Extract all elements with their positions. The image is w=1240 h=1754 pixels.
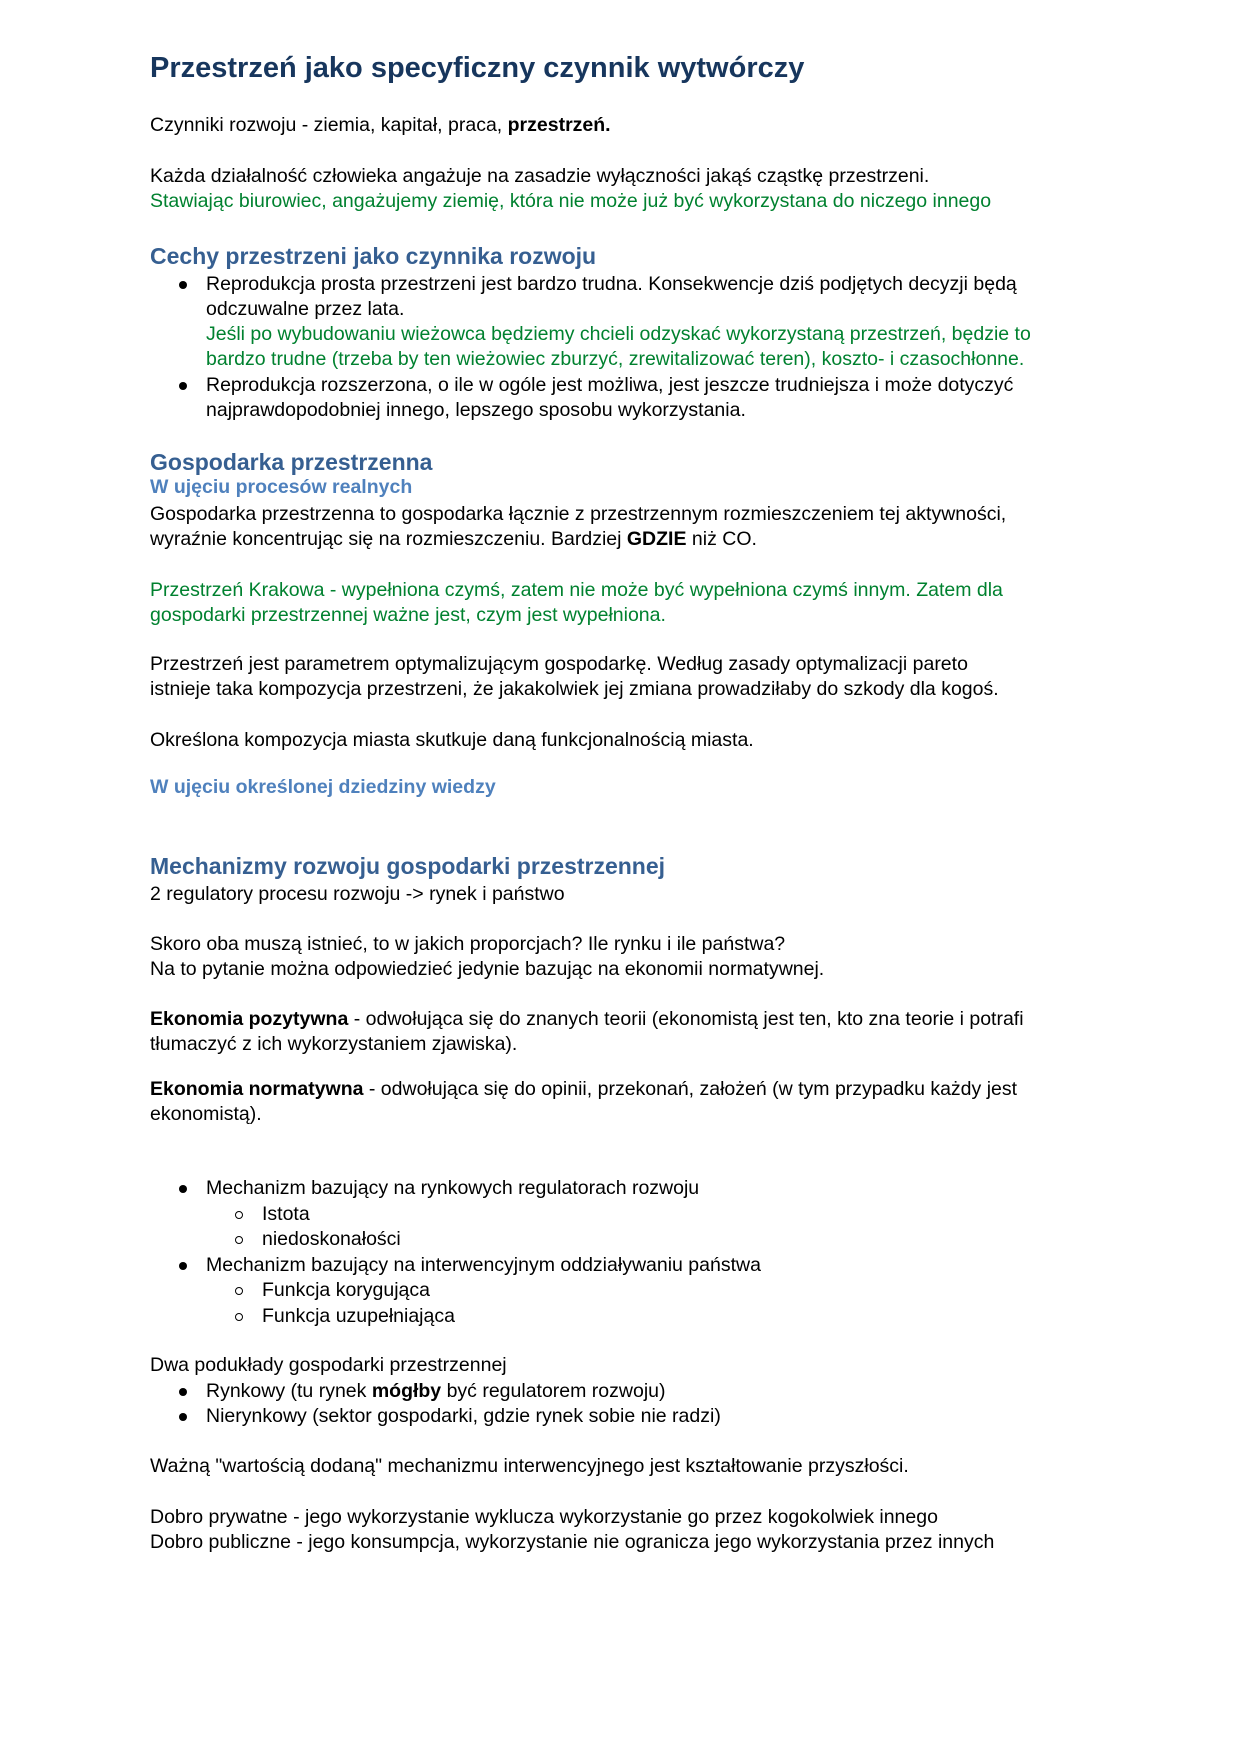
factors-line <box>150 111 611 139</box>
subheading-dziedzina: W ujęciu określonej dziedziny wiedzy <box>150 776 496 798</box>
paragraph-line: Na to pytanie można odpowiedzieć jedynie bazując na ekonomii normatywnej. <box>150 958 825 980</box>
paragraph-line <box>150 525 757 553</box>
bullet-icon <box>179 1388 187 1396</box>
definition-line: ekonomistą). <box>150 1103 262 1125</box>
example-line: gospodarki przestrzennej ważne jest, czym jest wypełniona. <box>150 604 666 626</box>
definition-line <box>150 1005 1024 1033</box>
subheading-procesy: W ujęciu procesów realnych <box>150 476 413 498</box>
sub-bullet-icon <box>235 1313 243 1321</box>
definition-text: - odwołująca się do opinii, przekonań, założeń (w tym przypadku każdy jest <box>363 1078 1018 1100</box>
sub-bullet-icon <box>235 1236 243 1244</box>
text-span: Rynkowy (tu rynek <box>206 1380 372 1402</box>
example-line: Jeśli po wybudowaniu wieżowca będziemy chcieli odzyskać wykorzystaną przestrzeń, będzie to <box>206 323 1031 345</box>
paragraph-line: Przestrzeń jest parametrem optymalizującym gospodarkę. Według zasady optymalizacji pareto <box>150 653 968 675</box>
factors-bold: przestrzeń. <box>507 114 611 136</box>
text-span: wyraźnie koncentrując się na rozmieszczeniu. Bardziej <box>150 528 627 550</box>
bullet-text: Reprodukcja prosta przestrzeni jest bardzo trudna. Konsekwencje dziś podjętych decyzji będą <box>206 273 1017 295</box>
example-line: Przestrzeń Krakowa - wypełniona czymś, zatem nie może być wypełniona czymś innym. Zatem dla <box>150 579 1003 601</box>
sub-bullet-text: niedoskonałości <box>262 1228 401 1250</box>
text-span: być regulatorem rozwoju) <box>441 1380 666 1402</box>
bullet-text: najprawdopodobniej innego, lepszego sposobu wykorzystania. <box>206 399 746 421</box>
paragraph-line: 2 regulatory procesu rozwoju -> rynek i państwo <box>150 883 565 905</box>
bold-span: mógłby <box>371 1380 442 1402</box>
sub-bullet-text: Funkcja uzupełniająca <box>262 1305 455 1327</box>
paragraph-line: Skoro oba muszą istnieć, to w jakich proporcjach? Ile rynku i ile państwa? <box>150 933 786 955</box>
section-heading-cechy: Cechy przestrzeni jako czynnika rozwoju <box>150 243 597 269</box>
example-line: Stawiając biurowiec, angażujemy ziemię, która nie może już być wykorzystana do niczego innego <box>150 190 992 212</box>
term-bold: Ekonomia pozytywna <box>150 1008 349 1030</box>
section-heading-mechanizmy: Mechanizmy rozwoju gospodarki przestrzennej <box>150 853 666 879</box>
sub-bullet-icon <box>235 1287 243 1295</box>
bullet-icon <box>179 1413 187 1421</box>
page-title: Przestrzeń jako specyficzny czynnik wytwórczy <box>150 52 805 84</box>
bullet-icon <box>179 1185 187 1193</box>
bullet-icon <box>179 1262 187 1270</box>
paragraph-line: Określona kompozycja miasta skutkuje daną funkcjonalnością miasta. <box>150 729 754 751</box>
definition-line: tłumaczyć z ich wykorzystaniem zjawiska). <box>150 1033 518 1055</box>
sub-bullet-text: Funkcja korygująca <box>262 1279 430 1301</box>
bullet-text: Reprodukcja rozszerzona, o ile w ogóle jest możliwa, jest jeszcze trudniejsza i może dotyczyć <box>206 374 1014 396</box>
bullet-text: Mechanizm bazujący na rynkowych regulatorach rozwoju <box>206 1177 700 1199</box>
paragraph-line: Każda działalność człowieka angażuje na zasadzie wyłączności jakąś cząstkę przestrzeni. <box>150 165 930 187</box>
bold-span: GDZIE <box>626 528 687 550</box>
bullet-text <box>206 1377 666 1405</box>
paragraph-line: Gospodarka przestrzenna to gospodarka łącznie z przestrzennym rozmieszczeniem tej aktywności, <box>150 503 1007 525</box>
paragraph-line: istnieje taka kompozycja przestrzeni, że jakakolwiek jej zmiana prowadziłaby do szkody dla kogoś. <box>150 678 999 700</box>
section-heading-gospodarka: Gospodarka przestrzenna <box>150 449 433 475</box>
definition-text: - odwołująca się do znanych teorii (ekonomistą jest ten, kto zna teorie i potrafi <box>348 1008 1024 1030</box>
term-bold: Ekonomia normatywna <box>150 1078 364 1100</box>
bullet-icon <box>179 382 187 390</box>
bullet-icon <box>179 281 187 289</box>
sub-bullet-icon <box>235 1211 243 1219</box>
bullet-text: Nierynkowy (sektor gospodarki, gdzie rynek sobie nie radzi) <box>206 1405 721 1427</box>
definition-line <box>150 1075 1017 1103</box>
paragraph-line: Dobro publiczne - jego konsumpcja, wykorzystanie nie ogranicza jego wykorzystania przez innych <box>150 1531 995 1553</box>
sub-bullet-text: Istota <box>262 1203 310 1225</box>
example-line: bardzo trudne (trzeba by ten wieżowiec zburzyć, zrewitalizować teren), koszto- i czasochłonne. <box>206 348 1025 370</box>
text-span: niż CO. <box>686 528 757 550</box>
bullet-text: Mechanizm bazujący na interwencyjnym oddziaływaniu państwa <box>206 1254 761 1276</box>
factors-text: Czynniki rozwoju - ziemia, kapitał, praca, <box>150 114 508 136</box>
paragraph-line: Dobro prywatne - jego wykorzystanie wyklucza wykorzystanie go przez kogokolwiek innego <box>150 1506 938 1528</box>
bullet-text: odczuwalne przez lata. <box>206 298 405 320</box>
paragraph-line: Ważną "wartością dodaną" mechanizmu interwencyjnego jest kształtowanie przyszłości. <box>150 1455 909 1477</box>
paragraph-line: Dwa podukłady gospodarki przestrzennej <box>150 1354 507 1376</box>
